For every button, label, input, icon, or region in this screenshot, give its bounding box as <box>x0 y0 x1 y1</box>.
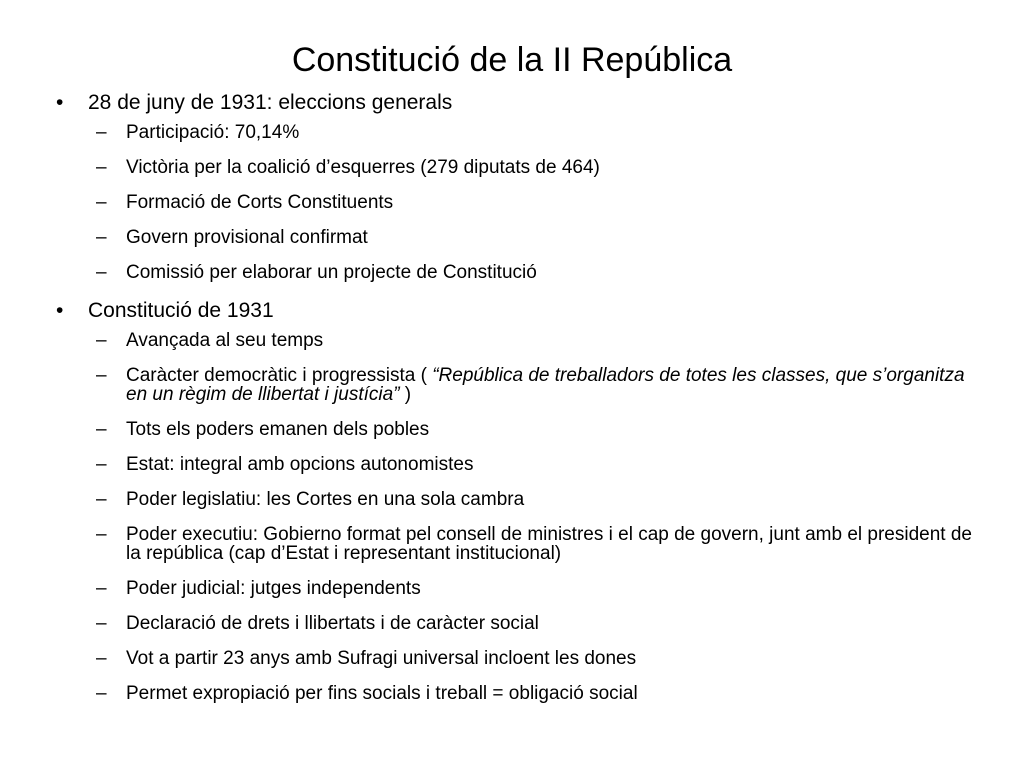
sub-item-text: Poder judicial: jutges independents <box>126 578 421 599</box>
dash-icon: – <box>96 578 107 599</box>
sub-item <box>56 490 976 509</box>
sub-list-constitution <box>56 331 976 703</box>
dash-icon: – <box>96 330 107 351</box>
sub-item-text: Estat: integral amb opcions autonomistes <box>126 454 474 475</box>
bullet-icon: • <box>56 299 64 322</box>
bullet-icon: • <box>56 91 64 114</box>
sub-item <box>56 684 976 703</box>
sub-item <box>56 649 976 668</box>
sub-item-text: Permet expropiació per fins socials i treball = obligació social <box>126 683 638 704</box>
sub-item-text: Tots els poders emanen dels pobles <box>126 419 430 440</box>
sub-item-text: Formació de Corts Constituents <box>126 192 394 213</box>
sub-item-text: Poder executiu: Gobierno format pel consell de ministres i el cap de govern, junt amb el president de la república (cap d’Estat i representant institucional) <box>126 524 972 564</box>
sub-item-text: Participació: 70,14% <box>126 122 300 143</box>
bullet-text: 28 de juny de 1931: eleccions generals <box>88 91 453 114</box>
sub-item-text-after: ) <box>399 384 412 405</box>
sub-item-text: Declaració de drets i llibertats i de caràcter social <box>126 613 539 634</box>
dash-icon: – <box>96 613 107 634</box>
dash-icon: – <box>96 365 107 386</box>
sub-item-text-before: Caràcter democràtic i progressista ( <box>126 365 433 386</box>
sub-item-text: Comissió per elaborar un projecte de Constitució <box>126 262 537 283</box>
sub-item <box>56 193 976 212</box>
sub-item <box>56 614 976 633</box>
sub-item <box>56 123 976 142</box>
sub-item <box>56 420 976 439</box>
dash-icon: – <box>96 227 107 248</box>
sub-item-text: Avançada al seu temps <box>126 330 324 351</box>
sub-item <box>56 455 976 474</box>
sub-item-text: Victòria per la coalició d’esquerres (279 diputats de 464) <box>126 157 600 178</box>
sub-item-quote: “República de treballadors de totes les classes, que s’organitza en un règim de llibertat i justícia” <box>126 365 965 405</box>
sub-list-elections <box>56 123 976 282</box>
sub-item-text: Vot a partir 23 anys amb Sufragi universal incloent les dones <box>126 648 637 669</box>
dash-icon: – <box>96 419 107 440</box>
slide-content <box>56 86 976 719</box>
slide-title: Constitució de la II República <box>291 41 733 79</box>
bullet-text: Constitució de 1931 <box>88 299 274 322</box>
bullet-item-constitution <box>56 298 976 324</box>
sub-item <box>56 331 976 350</box>
dash-icon: – <box>96 648 107 669</box>
dash-icon: – <box>96 524 107 545</box>
sub-item <box>56 366 976 404</box>
dash-icon: – <box>96 683 107 704</box>
dash-icon: – <box>96 122 107 143</box>
sub-item-text: Govern provisional confirmat <box>126 227 368 248</box>
sub-item <box>56 263 976 282</box>
sub-item <box>56 228 976 247</box>
dash-icon: – <box>96 262 107 283</box>
sub-item-text: Poder legislatiu: les Cortes en una sola cambra <box>126 489 525 510</box>
dash-icon: – <box>96 489 107 510</box>
sub-item <box>56 525 976 563</box>
dash-icon: – <box>96 157 107 178</box>
dash-icon: – <box>96 454 107 475</box>
sub-item <box>56 579 976 598</box>
dash-icon: – <box>96 192 107 213</box>
bullet-item-elections <box>56 90 976 116</box>
sub-item <box>56 158 976 177</box>
